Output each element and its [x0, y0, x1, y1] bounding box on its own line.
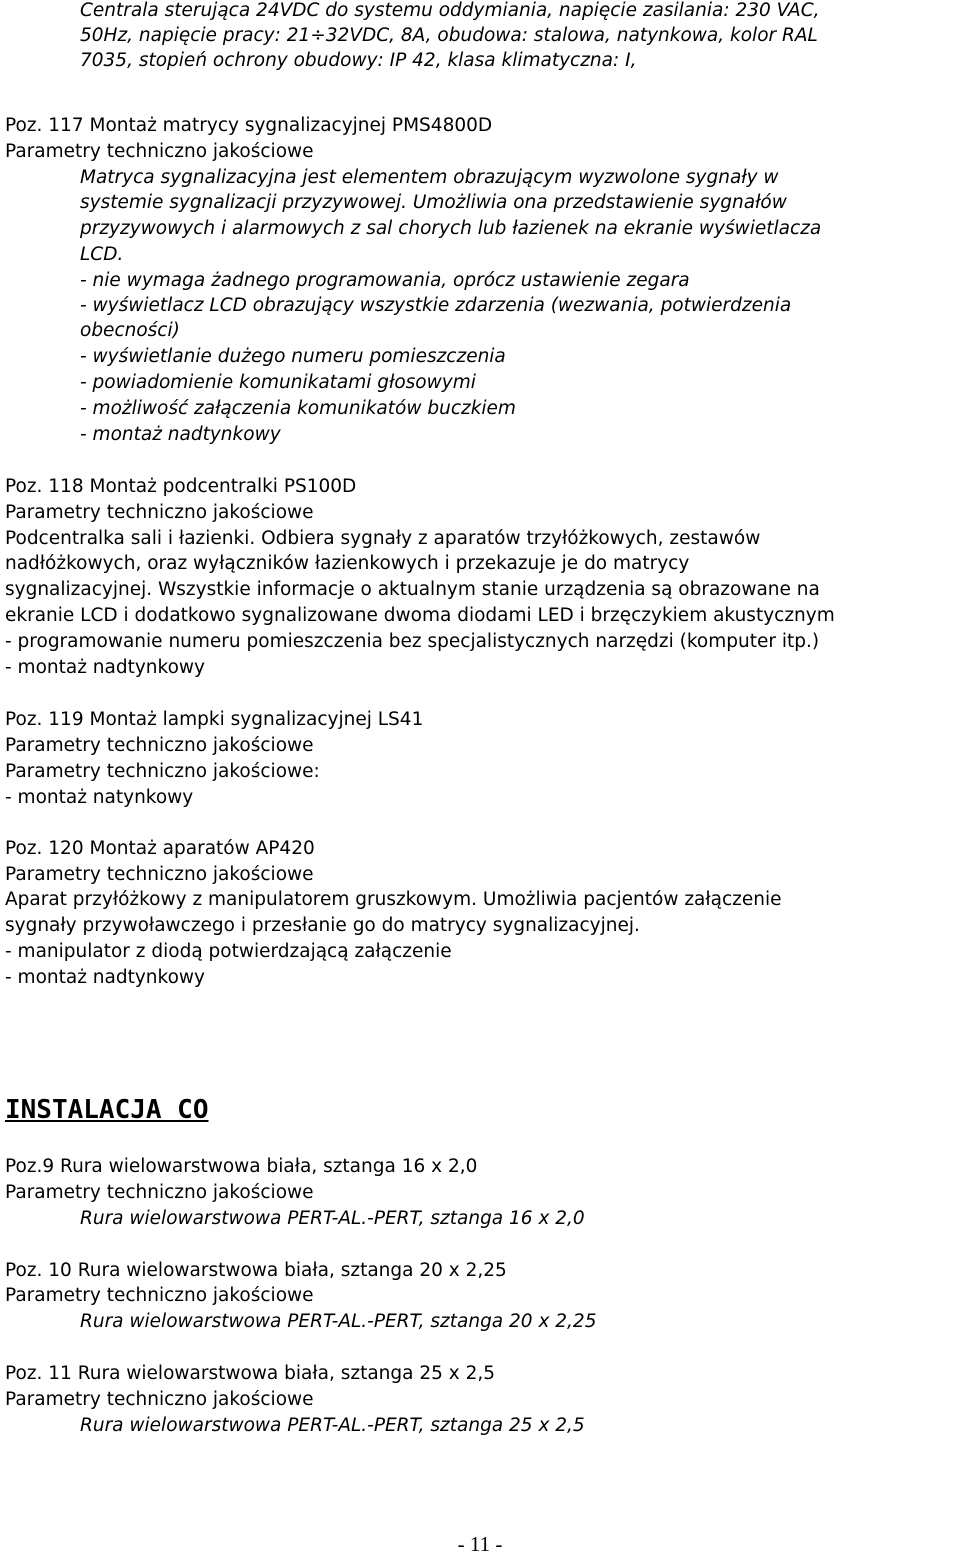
item-params-label: Parametry techniczno jakościowe: [5, 1389, 314, 1410]
intro-line: 50Hz, napięcie pracy: 21÷32VDC, 8A, obudowa: stalowa, natynkowa, kolor RAL: [80, 25, 818, 46]
item-description-line: Rura wielowarstwowa PERT-AL.-PERT, sztanga 25 x 2,5: [80, 1415, 585, 1436]
item-title: Poz. 10 Rura wielowarstwowa biała, sztanga 20 x 2,25: [5, 1260, 507, 1281]
item-params-label: Parametry techniczno jakościowe: [5, 502, 314, 523]
item-params-label: Parametry techniczno jakościowe: [5, 1285, 314, 1306]
item-title: Poz. 119 Montaż lampki sygnalizacyjnej LS41: [5, 709, 424, 730]
item-description-line: Podcentralka sali i łazienki. Odbiera sygnały z aparatów trzyłóżkowych, zestawów: [5, 528, 761, 549]
item-description-line: - montaż nadtynkowy: [80, 424, 281, 445]
item-description-line: Matryca sygnalizacyjna jest elementem obrazującym wyzwolone sygnały w: [80, 167, 779, 188]
item-description-line: - powiadomienie komunikatami głosowymi: [80, 372, 476, 393]
item-description-line: - manipulator z diodą potwierdzającą załączenie: [5, 941, 452, 962]
item-description-line: - programowanie numeru pomieszczenia bez specjalistycznych narzędzi (komputer itp.): [5, 631, 820, 652]
intro-line: 7035, stopień ochrony obudowy: IP 42, klasa klimatyczna: I,: [80, 50, 637, 71]
item-title: Poz. 11 Rura wielowarstwowa biała, sztanga 25 x 2,5: [5, 1363, 496, 1384]
item-description-line: - wyświetlanie dużego numeru pomieszczenia: [80, 346, 506, 367]
item-params-label: Parametry techniczno jakościowe: [5, 141, 314, 162]
item-description-line: Rura wielowarstwowa PERT-AL.-PERT, sztanga 20 x 2,25: [80, 1311, 597, 1332]
page-number: - 11 -: [457, 1532, 503, 1556]
item-title: Poz. 117 Montaż matrycy sygnalizacyjnej PMS4800D: [5, 115, 493, 136]
item-description-line: Aparat przyłóżkowy z manipulatorem gruszkowym. Umożliwia pacjentów załączenie: [5, 889, 782, 910]
item-params-label: Parametry techniczno jakościowe: [5, 864, 314, 885]
item-description-line: LCD.: [80, 244, 124, 265]
item-description-line: Parametry techniczno jakościowe:: [5, 761, 320, 782]
item-description-line: sygnały przywoławczego i przesłanie go do matrycy sygnalizacyjnej.: [5, 915, 640, 936]
item-title: Poz. 118 Montaż podcentralki PS100D: [5, 476, 357, 497]
section-heading: INSTALACJA CO: [5, 1095, 209, 1125]
item-description-line: sygnalizacyjnej. Wszystkie informacje o aktualnym stanie urządzenia są obrazowane na: [5, 579, 820, 600]
item-description-line: - montaż nadtynkowy: [5, 967, 205, 988]
item-description-line: obecności): [80, 320, 180, 341]
item-description-line: nadłóżkowych, oraz wyłączników łazienkowych i przekazuje je do matrycy: [5, 553, 690, 574]
item-description-line: - wyświetlacz LCD obrazujący wszystkie zdarzenia (wezwania, potwierdzenia: [80, 295, 792, 316]
item-description-line: - nie wymaga żadnego programowania, oprócz ustawienie zegara: [80, 270, 690, 291]
item-title: Poz. 120 Montaż aparatów AP420: [5, 838, 315, 859]
item-description-line: - możliwość załączenia komunikatów buczkiem: [80, 398, 516, 419]
item-params-label: Parametry techniczno jakościowe: [5, 735, 314, 756]
item-params-label: Parametry techniczno jakościowe: [5, 1182, 314, 1203]
item-description-line: Rura wielowarstwowa PERT-AL.-PERT, sztanga 16 x 2,0: [80, 1208, 585, 1229]
item-description-line: ekranie LCD i dodatkowo sygnalizowane dwoma diodami LED i brzęczykiem akustycznym: [5, 605, 835, 626]
item-description-line: - montaż nadtynkowy: [5, 657, 205, 678]
item-description-line: przyzywowych i alarmowych z sal chorych lub łazienek na ekranie wyświetlacza: [80, 218, 822, 239]
item-description-line: - montaż natynkowy: [5, 787, 194, 808]
item-title: Poz.9 Rura wielowarstwowa biała, sztanga 16 x 2,0: [5, 1156, 478, 1177]
intro-line: Centrala sterująca 24VDC do systemu oddymiania, napięcie zasilania: 230 VAC,: [80, 0, 820, 21]
item-description-line: systemie sygnalizacji przyzywowej. Umożliwia ona przedstawienie sygnałów: [80, 192, 787, 213]
